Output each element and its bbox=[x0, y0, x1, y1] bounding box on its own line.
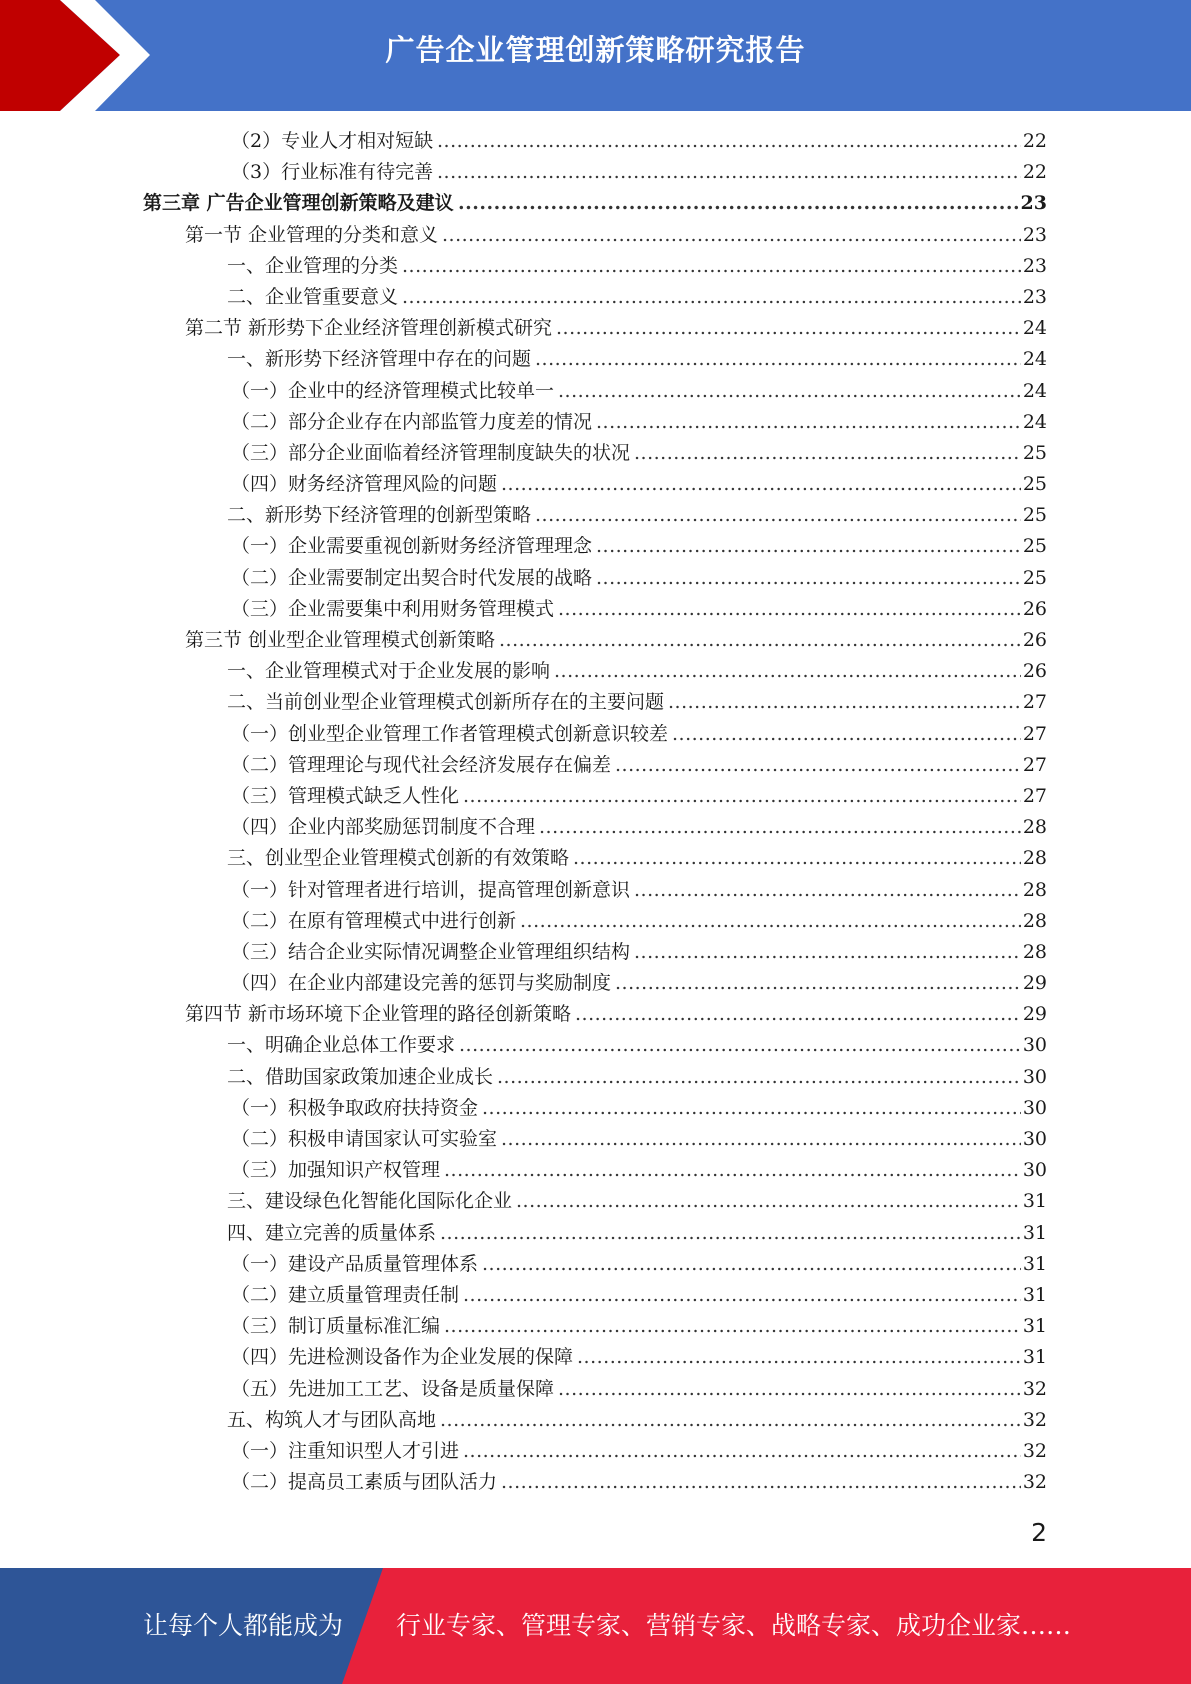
toc-leader-dots bbox=[437, 157, 1045, 188]
footer-slogan-right: 行业专家、管理专家、营销专家、战略专家、成功企业家…… bbox=[396, 1611, 1072, 1640]
toc-leader-dots bbox=[575, 999, 1045, 1030]
report-title: 广告企业管理创新策略研究报告 bbox=[385, 33, 806, 67]
toc-leader-dots bbox=[482, 1249, 1045, 1280]
toc-leader-dots bbox=[634, 875, 1045, 906]
toc-entry-label: （二）积极申请国家认可实验室 bbox=[231, 1128, 498, 1150]
toc-leader-dots bbox=[501, 469, 1045, 500]
toc-entry-label: （二）提高员工素质与团队活力 bbox=[231, 1471, 498, 1494]
toc-leader-dots bbox=[535, 344, 1045, 375]
toc-entry-page: 27 bbox=[1021, 687, 1047, 718]
toc-entry-page: 31 bbox=[1021, 1218, 1047, 1249]
toc-entry-page: 30 bbox=[1021, 1124, 1047, 1155]
toc-entry-label: （一）企业需要重视创新财务经济管理理念 bbox=[231, 535, 593, 558]
toc-entry-label: 第三章 广告企业管理创新策略及建议 bbox=[143, 192, 454, 215]
toc-entry-page: 24 bbox=[1021, 376, 1047, 407]
toc-entry-page: 31 bbox=[1021, 1342, 1047, 1373]
toc-entry[interactable] bbox=[0, 656, 1191, 687]
toc-entry[interactable] bbox=[0, 1342, 1191, 1373]
toc-entry-label: （一）创业型企业管理工作者管理模式创新意识较差 bbox=[231, 722, 669, 745]
toc-entry[interactable] bbox=[0, 594, 1191, 625]
toc-entry-page: 31 bbox=[1021, 1311, 1047, 1342]
toc-leader-dots bbox=[668, 687, 1045, 718]
toc-leader-dots bbox=[463, 781, 1045, 812]
toc-leader-dots bbox=[440, 1218, 1045, 1249]
toc-entry[interactable] bbox=[0, 781, 1191, 812]
toc-entry-label: （三）结合企业实际情况调整企业管理组织结构 bbox=[231, 940, 631, 963]
toc-entry-label: 第二节 新形势下企业经济管理创新模式研究 bbox=[185, 317, 553, 340]
toc-entry[interactable] bbox=[0, 999, 1191, 1030]
toc-entry[interactable] bbox=[0, 687, 1191, 718]
toc-entry-label: （三）制订质量标准汇编 bbox=[231, 1315, 441, 1338]
toc-entry-label: 第一节 企业管理的分类和意义 bbox=[185, 223, 439, 246]
toc-entry-page: 28 bbox=[1021, 843, 1047, 874]
toc-entry-page: 27 bbox=[1021, 719, 1047, 750]
toc-entry-page: 27 bbox=[1021, 781, 1047, 812]
toc-entry[interactable] bbox=[0, 968, 1191, 999]
toc-leader-dots bbox=[459, 1030, 1045, 1061]
toc-leader-dots bbox=[634, 438, 1045, 469]
toc-entry-page: 25 bbox=[1021, 438, 1047, 469]
toc-entry-label: 三、建设绿色化智能化国际化企业 bbox=[227, 1190, 513, 1213]
toc-entry-page: 28 bbox=[1021, 875, 1047, 906]
toc-leader-dots bbox=[440, 1405, 1045, 1436]
toc-entry-label: （一）注重知识型人才引进 bbox=[231, 1439, 460, 1462]
toc-entry[interactable] bbox=[0, 1436, 1191, 1467]
toc-leader-dots bbox=[463, 1280, 1045, 1311]
toc-entry[interactable] bbox=[0, 563, 1191, 594]
toc-entry-page: 31 bbox=[1021, 1186, 1047, 1217]
toc-entry[interactable] bbox=[0, 937, 1191, 968]
toc-leader-dots bbox=[463, 1436, 1045, 1467]
toc-entry-label: （一）企业中的经济管理模式比较单一 bbox=[231, 379, 555, 402]
toc-entry[interactable] bbox=[0, 906, 1191, 937]
toc-leader-dots bbox=[539, 812, 1045, 843]
toc-entry[interactable] bbox=[0, 1155, 1191, 1186]
page-footer bbox=[0, 1568, 1191, 1684]
toc-entry-label: （二）企业需要制定出契合时代发展的战略 bbox=[231, 566, 593, 589]
toc-entry[interactable] bbox=[0, 625, 1191, 656]
toc-entry[interactable] bbox=[0, 1467, 1191, 1498]
toc-entry-page: 31 bbox=[1021, 1249, 1047, 1280]
toc-entry-label: 二、新形势下经济管理的创新型策略 bbox=[227, 504, 532, 527]
toc-entry-page: 29 bbox=[1021, 999, 1047, 1030]
toc-leader-dots bbox=[501, 1467, 1045, 1498]
page-number: 2 bbox=[1031, 1518, 1047, 1547]
toc-entry[interactable] bbox=[0, 1249, 1191, 1280]
toc-entry-label: （二）在原有管理模式中进行创新 bbox=[231, 909, 517, 932]
toc-leader-dots bbox=[444, 1311, 1045, 1342]
toc-entry[interactable] bbox=[0, 1186, 1191, 1217]
toc-entry-page: 28 bbox=[1021, 812, 1047, 843]
toc-entry-label: （2）专业人才相对短缺 bbox=[231, 130, 434, 152]
toc-entry-page: 26 bbox=[1021, 656, 1047, 687]
toc-entry-page: 22 bbox=[1021, 157, 1047, 188]
toc-leader-dots bbox=[596, 531, 1045, 562]
toc-entry[interactable] bbox=[0, 843, 1191, 874]
toc-entry-page: 32 bbox=[1021, 1405, 1047, 1436]
toc-entry[interactable] bbox=[0, 1374, 1191, 1405]
toc-entry-page: 23 bbox=[1019, 188, 1047, 219]
toc-leader-dots bbox=[558, 1374, 1045, 1405]
toc-leader-dots bbox=[437, 126, 1045, 157]
toc-leader-dots bbox=[554, 656, 1045, 687]
toc-entry-page: 30 bbox=[1021, 1155, 1047, 1186]
toc-entry-label: （四）先进检测设备作为企业发展的保障 bbox=[231, 1346, 574, 1369]
toc-entry[interactable] bbox=[0, 344, 1191, 375]
toc-entry-label: （二）建立质量管理责任制 bbox=[231, 1283, 460, 1306]
toc-entry[interactable] bbox=[0, 1093, 1191, 1124]
toc-entry-page: 26 bbox=[1021, 625, 1047, 656]
toc-entry-label: （一）针对管理者进行培训，提高管理创新意识 bbox=[231, 878, 631, 901]
toc-entry-label: （二）部分企业存在内部监管力度差的情况 bbox=[231, 410, 593, 433]
toc-entry-page: 32 bbox=[1021, 1467, 1047, 1498]
toc-entry-label: （一）积极争取政府扶持资金 bbox=[231, 1096, 479, 1119]
toc-entry-page: 25 bbox=[1021, 500, 1047, 531]
toc-entry-label: （四）在企业内部建设完善的惩罚与奖励制度 bbox=[231, 972, 612, 995]
toc-leader-dots bbox=[596, 563, 1045, 594]
toc-leader-dots bbox=[615, 750, 1045, 781]
toc-entry-page: 31 bbox=[1021, 1280, 1047, 1311]
toc-entry[interactable] bbox=[0, 719, 1191, 750]
toc-entry[interactable] bbox=[0, 251, 1191, 282]
footer-slogan-left: 让每个人都能成为 bbox=[143, 1611, 344, 1640]
toc-entry-page: 23 bbox=[1021, 282, 1047, 313]
toc-leader-dots bbox=[520, 906, 1045, 937]
toc-leader-dots bbox=[516, 1186, 1045, 1217]
toc-entry[interactable] bbox=[0, 1218, 1191, 1249]
toc-leader-dots bbox=[444, 1155, 1045, 1186]
toc-entry-label: 第四节 新市场环境下企业管理的路径创新策略 bbox=[185, 1003, 572, 1026]
toc-leader-dots bbox=[556, 313, 1045, 344]
toc-entry-page: 23 bbox=[1021, 220, 1047, 251]
toc-entry-label: 第三节 创业型企业管理模式创新策略 bbox=[185, 629, 496, 651]
toc-entry-label: 二、当前创业型企业管理模式创新所存在的主要问题 bbox=[227, 691, 665, 714]
toc-leader-dots bbox=[672, 719, 1045, 750]
toc-leader-dots bbox=[497, 1062, 1045, 1093]
toc-leader-dots bbox=[402, 282, 1045, 313]
toc-entry[interactable] bbox=[0, 313, 1191, 344]
toc-leader-dots bbox=[558, 376, 1045, 407]
toc-leader-dots bbox=[634, 937, 1045, 968]
toc-entry-label: 一、新形势下经济管理中存在的问题 bbox=[227, 348, 532, 371]
toc-entry[interactable] bbox=[0, 812, 1191, 843]
toc-entry-page: 22 bbox=[1021, 126, 1047, 157]
toc-entry-label: 二、借助国家政策加速企业成长 bbox=[227, 1065, 494, 1088]
toc-entry-page: 25 bbox=[1021, 531, 1047, 562]
toc-entry[interactable] bbox=[0, 750, 1191, 781]
toc-entry-label: 五、构筑人才与团队高地 bbox=[227, 1408, 437, 1431]
toc-entry[interactable] bbox=[0, 1405, 1191, 1436]
toc-leader-dots bbox=[535, 500, 1045, 531]
toc-leader-dots bbox=[442, 220, 1045, 251]
toc-entry-page: 26 bbox=[1021, 594, 1047, 625]
toc-entry[interactable] bbox=[0, 1030, 1191, 1061]
toc-entry-label: （三）部分企业面临着经济管理制度缺失的状况 bbox=[231, 441, 631, 464]
toc-entry[interactable] bbox=[0, 469, 1191, 500]
toc-entry-page: 24 bbox=[1021, 344, 1047, 375]
toc-entry[interactable] bbox=[0, 500, 1191, 531]
toc-entry-page: 30 bbox=[1021, 1062, 1047, 1093]
toc-entry[interactable] bbox=[0, 157, 1191, 188]
toc-leader-dots bbox=[458, 188, 1045, 219]
toc-entry[interactable] bbox=[0, 1124, 1191, 1155]
toc-entry[interactable] bbox=[0, 1311, 1191, 1342]
page-header bbox=[0, 0, 1191, 111]
toc-entry-label: （三）管理模式缺乏人性化 bbox=[231, 784, 460, 807]
toc-entry-page: 24 bbox=[1021, 407, 1047, 438]
toc-entry-label: 一、明确企业总体工作要求 bbox=[227, 1034, 456, 1057]
toc-entry-page: 30 bbox=[1021, 1030, 1047, 1061]
toc-entry-label: （四）财务经济管理风险的问题 bbox=[231, 473, 498, 496]
toc-leader-dots bbox=[402, 251, 1045, 282]
toc-leader-dots bbox=[596, 407, 1045, 438]
toc-entry[interactable] bbox=[0, 1062, 1191, 1093]
toc-entry-label: （一）建设产品质量管理体系 bbox=[231, 1252, 479, 1275]
toc-entry-page: 25 bbox=[1021, 563, 1047, 594]
toc-leader-dots bbox=[482, 1093, 1045, 1124]
toc-entry-page: 29 bbox=[1021, 968, 1047, 999]
toc-entry[interactable] bbox=[0, 188, 1191, 219]
toc-leader-dots bbox=[501, 1124, 1045, 1155]
toc-entry-label: （3）行业标准有待完善 bbox=[231, 161, 434, 184]
toc-entry-label: 二、企业管重要意义 bbox=[227, 285, 399, 308]
table-of-contents bbox=[0, 126, 1191, 1498]
toc-entry-label: （三）加强知识产权管理 bbox=[231, 1159, 441, 1182]
toc-leader-dots bbox=[558, 594, 1045, 625]
toc-entry[interactable] bbox=[0, 376, 1191, 407]
toc-entry-page: 24 bbox=[1021, 313, 1047, 344]
toc-entry[interactable] bbox=[0, 407, 1191, 438]
toc-entry[interactable] bbox=[0, 531, 1191, 562]
toc-entry-page: 28 bbox=[1021, 906, 1047, 937]
toc-entry-page: 32 bbox=[1021, 1436, 1047, 1467]
toc-entry-label: （五）先进加工工艺、设备是质量保障 bbox=[231, 1377, 555, 1400]
toc-leader-dots bbox=[615, 968, 1045, 999]
toc-entry[interactable] bbox=[0, 282, 1191, 313]
toc-entry-page: 27 bbox=[1021, 750, 1047, 781]
toc-entry-page: 25 bbox=[1021, 469, 1047, 500]
toc-entry[interactable] bbox=[0, 875, 1191, 906]
toc-entry[interactable] bbox=[0, 438, 1191, 469]
toc-leader-dots bbox=[499, 625, 1045, 656]
toc-entry-label: 一、企业管理的分类 bbox=[227, 254, 399, 277]
toc-leader-dots bbox=[577, 1342, 1045, 1373]
toc-entry-page: 30 bbox=[1021, 1093, 1047, 1124]
toc-entry[interactable] bbox=[0, 1280, 1191, 1311]
toc-entry-page: 23 bbox=[1021, 251, 1047, 282]
toc-entry-label: 一、企业管理模式对于企业发展的影响 bbox=[227, 660, 551, 683]
toc-entry-label: （四）企业内部奖励惩罚制度不合理 bbox=[231, 816, 536, 839]
toc-leader-dots bbox=[573, 843, 1045, 874]
toc-entry[interactable] bbox=[0, 126, 1191, 157]
toc-entry-page: 28 bbox=[1021, 937, 1047, 968]
toc-entry-label: （三）企业需要集中利用财务管理模式 bbox=[231, 597, 555, 620]
toc-entry[interactable] bbox=[0, 220, 1191, 251]
toc-entry-label: 三、创业型企业管理模式创新的有效策略 bbox=[227, 847, 570, 870]
toc-entry-page: 32 bbox=[1021, 1374, 1047, 1405]
toc-entry-label: （二）管理理论与现代社会经济发展存在偏差 bbox=[231, 753, 612, 776]
toc-entry-label: 四、建立完善的质量体系 bbox=[227, 1221, 437, 1244]
